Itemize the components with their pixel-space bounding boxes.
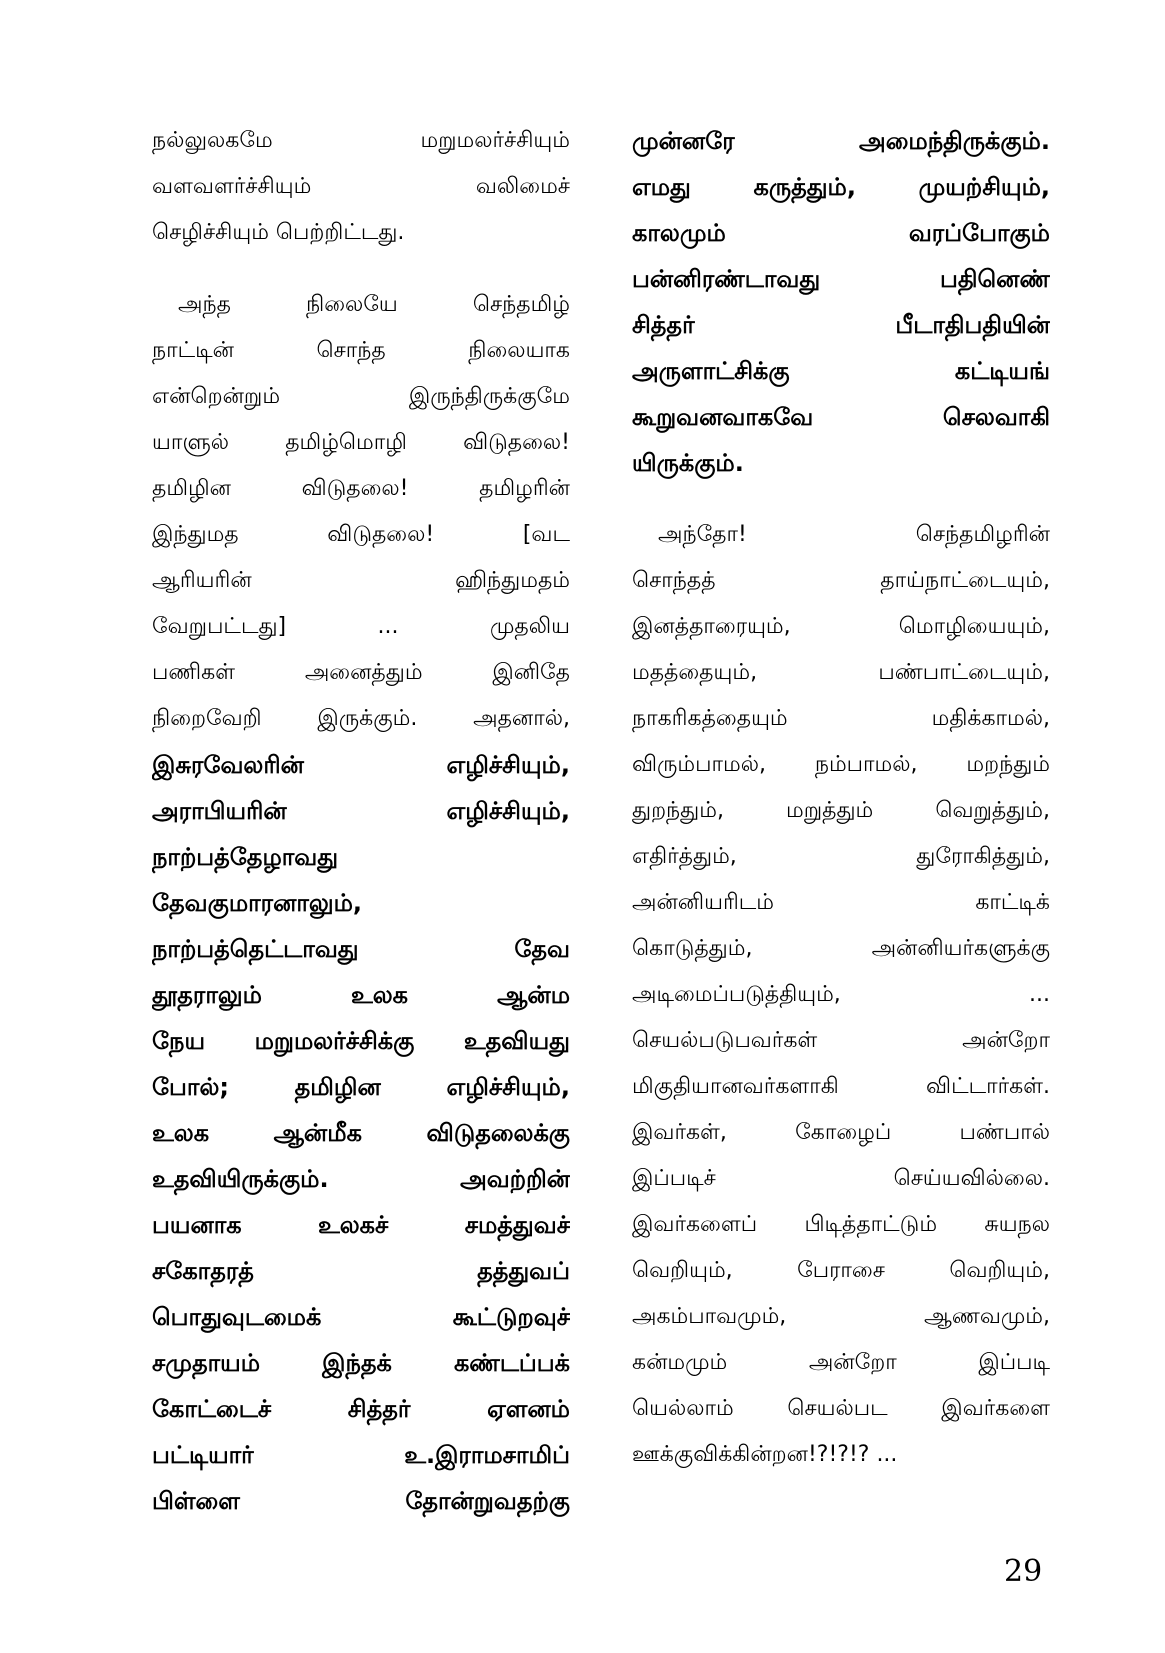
paragraph-left-2 — [152, 282, 570, 1524]
right-column — [632, 118, 1050, 1478]
text-line: இவர்களைப் பிடித்தாட்டும் சுயநல — [632, 1212, 1050, 1237]
text-line: அன்னியரிடம் காட்டிக் — [632, 890, 1050, 915]
bold-text-line: பட்டியார் உ.இராமசாமிப் — [152, 1441, 570, 1469]
bold-text-line: கோட்டைச் சித்தர் ஏளனம் — [152, 1395, 570, 1423]
bold-text-line: இசுரவேலரின் எழிச்சியும், — [152, 751, 570, 779]
text-line: அந்தோ! செந்தமிழரின் — [658, 522, 1050, 547]
bold-text-line: பன்னிரண்டாவது பதினெண் — [632, 265, 1050, 293]
text-line: ஆரியரின் ஹிந்துமதம் — [152, 568, 570, 593]
text-line: வெறியும், பேராசை வெறியும், — [632, 1258, 1050, 1283]
bold-text-line: போல்; தமிழின எழிச்சியும், — [152, 1073, 570, 1101]
text-line: அடிமைப்படுத்தியும், ... — [632, 982, 1050, 1007]
bold-text-line: சகோதரத் தத்துவப் — [152, 1257, 570, 1285]
text-line: செயல்படுபவர்கள் அன்றோ — [632, 1028, 1050, 1053]
paragraph-right-1 — [632, 118, 1050, 486]
text-line: இப்படிச் செய்யவில்லை. — [632, 1166, 1050, 1191]
text-line: என்றென்றும் இருந்திருக்குமே — [152, 384, 570, 409]
bold-text-line: உலக ஆன்மீக விடுதலைக்கு — [152, 1119, 570, 1147]
text-line: இனத்தாரையும், மொழியையும், — [632, 614, 1050, 639]
text-line: பணிகள் அனைத்தும் இனிதே — [152, 660, 570, 685]
bold-text-line: தேவகுமாரனாலும், — [152, 889, 363, 917]
bold-text-line: அராபியரின் எழிச்சியும், — [152, 797, 570, 825]
text-line: ஊக்குவிக்கின்றன!?!?!? ... — [632, 1442, 898, 1467]
page-number: 29 — [1004, 1554, 1043, 1589]
bold-text-line: உதவியிருக்கும். அவற்றின் — [152, 1165, 570, 1193]
text-line: மதத்தையும், பண்பாட்டையும், — [632, 660, 1050, 685]
bold-text-line: பயனாக உலகச் சமத்துவச் — [152, 1211, 570, 1239]
bold-text-line: எமது கருத்தும், முயற்சியும், — [632, 173, 1050, 201]
bold-text-line: கூறுவனவாகவே செலவாகி — [632, 403, 1050, 431]
bold-text-line: பிள்ளை தோன்றுவதற்கு — [152, 1487, 570, 1515]
text-line: கன்மமும் அன்றோ இப்படி — [632, 1350, 1050, 1375]
bold-text-line: காலமும் வரப்போகும் — [632, 219, 1050, 247]
text-line: மிகுதியானவர்களாகி விட்டார்கள். — [632, 1074, 1050, 1099]
bold-text-line: நாற்பத்தேழாவது — [152, 843, 339, 871]
bold-text-line: நாற்பத்தெட்டாவது தேவ — [152, 935, 570, 963]
text-line: சொந்தத் தாய்நாட்டையும், — [632, 568, 1050, 593]
bold-text-line: அருளாட்சிக்கு கட்டியங் — [632, 357, 1050, 385]
text-line: நல்லுலகமே மறுமலர்ச்சியும் — [152, 128, 570, 153]
bold-text-line: முன்னரே அமைந்திருக்கும். — [632, 127, 1050, 155]
bold-text-line: சமுதாயம் இந்தக் கண்டப்பக் — [152, 1349, 570, 1377]
text-line: அந்த நிலையே செந்தமிழ் — [178, 292, 570, 317]
text-line: விரும்பாமல், நம்பாமல், மறந்தும் — [632, 752, 1050, 777]
text-line: யெல்லாம் செயல்பட இவர்களை — [632, 1396, 1050, 1421]
text-line: நாட்டின் சொந்த நிலையாக — [152, 338, 570, 363]
text-line: எதிர்த்தும், துரோகித்தும், — [632, 844, 1050, 869]
bold-text-line: நேய மறுமலர்ச்சிக்கு உதவியது — [152, 1027, 570, 1055]
text-line: நாகரிகத்தையும் மதிக்காமல், — [632, 706, 1050, 731]
paragraph-left-1 — [152, 118, 570, 256]
text-line: இந்துமத விடுதலை! [வட — [152, 522, 570, 547]
bold-text-line: தூதராலும் உலக ஆன்ம — [152, 981, 570, 1009]
left-column — [152, 118, 570, 1524]
text-line: துறந்தும், மறுத்தும் வெறுத்தும், — [632, 798, 1050, 823]
text-line: கொடுத்தும், அன்னியர்களுக்கு — [632, 936, 1050, 961]
text-line: வேறுபட்டது] ... முதலிய — [152, 614, 570, 639]
text-line: செழிச்சியும் பெற்றிட்டது. — [152, 220, 405, 245]
text-line: இவர்கள், கோழைப் பண்பால் — [632, 1120, 1050, 1145]
text-line: நிறைவேறி இருக்கும். அதனால், — [152, 706, 570, 731]
bold-text-line: பொதுவுடமைக் கூட்டுறவுச் — [152, 1303, 570, 1331]
paragraph-right-2 — [632, 512, 1050, 1478]
text-line: அகம்பாவமும், ஆணவமும், — [632, 1304, 1050, 1329]
text-line: தமிழின விடுதலை! தமிழரின் — [152, 476, 570, 501]
bold-text-line: யிருக்கும். — [632, 449, 744, 477]
text-line: யாளுல் தமிழ்மொழி விடுதலை! — [152, 430, 570, 455]
bold-text-line: சித்தர் பீடாதிபதியின் — [632, 311, 1050, 339]
text-line: வளவளர்ச்சியும் வலிமைச் — [152, 174, 570, 199]
